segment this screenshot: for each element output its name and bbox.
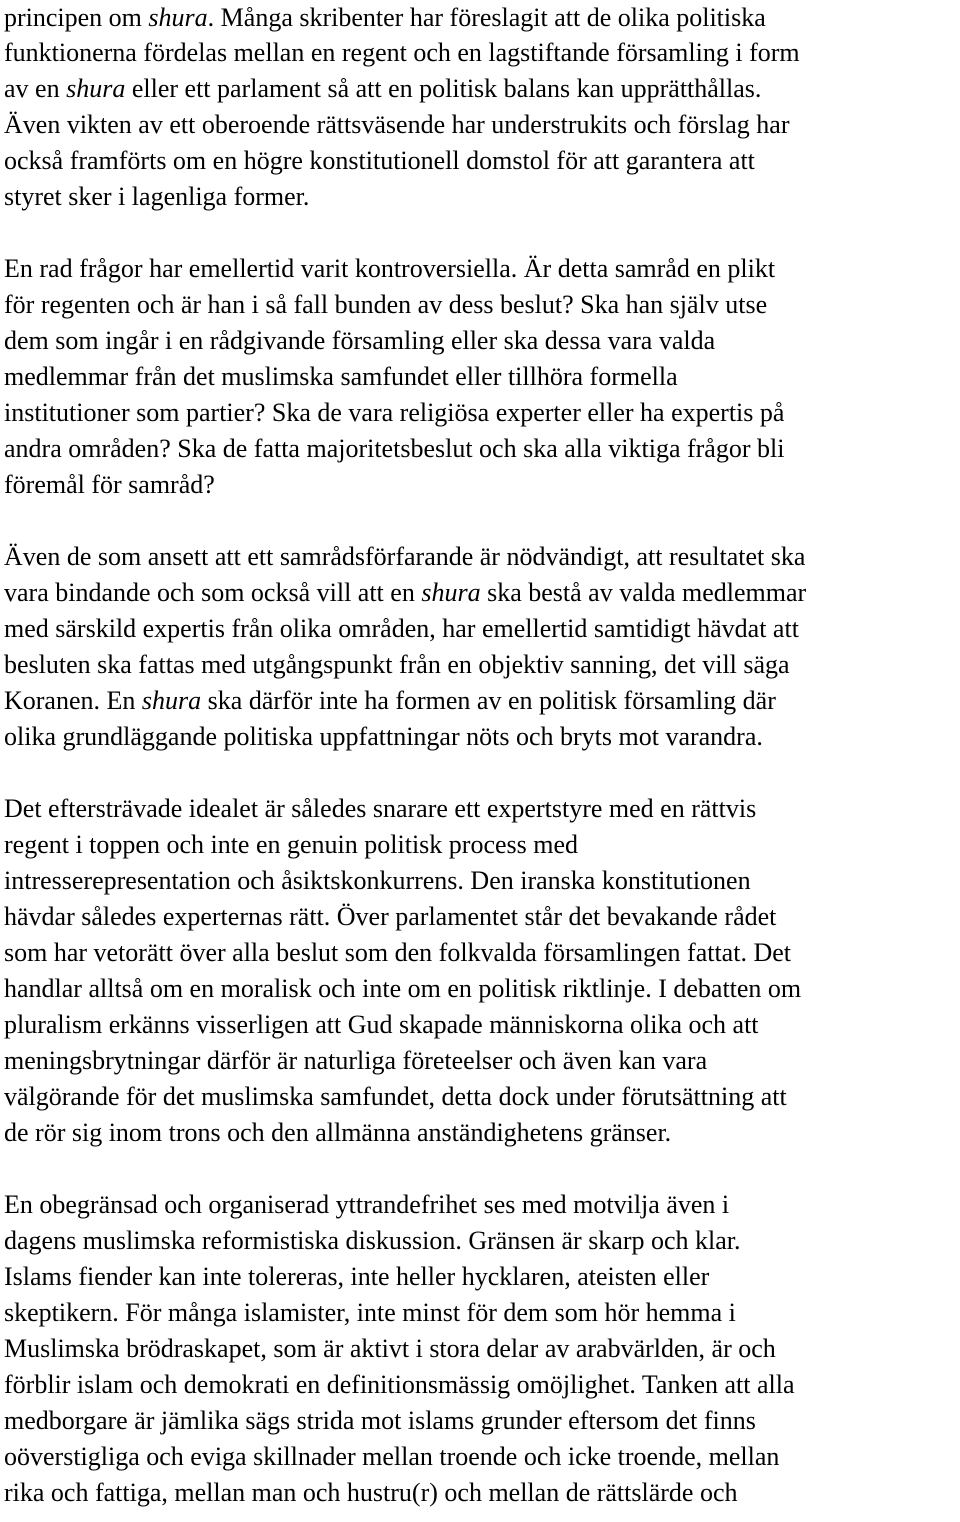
text-line [4, 1223, 741, 1259]
text-segment: också framförts om en högre konstitutionell domstol för att garantera att [4, 146, 755, 175]
text-segment: Även vikten av ett oberoende rättsväsende har understrukits och förslag har [4, 110, 790, 139]
text-line [4, 791, 756, 827]
text-line [4, 251, 775, 287]
text-line [4, 431, 784, 467]
text-line [4, 107, 790, 143]
text-segment: Koranen. En [4, 686, 142, 715]
italic-term: shura [421, 578, 481, 607]
text-segment: med särskild expertis från olika områden, har emellertid samtidigt hävdat att [4, 614, 799, 643]
text-line [4, 1403, 756, 1439]
text-segment: ska bestå av valda medlemmar [480, 578, 807, 607]
text-line [4, 1079, 787, 1115]
text-segment: förblir islam och demokrati en definitionsmässig omöjlighet. Tanken att alla [4, 1370, 795, 1399]
text-segment: välgörande för det muslimska samfundet, detta dock under förutsättning att [4, 1082, 787, 1111]
text-line [4, 899, 776, 935]
text-line [4, 611, 799, 647]
text-line [4, 1367, 795, 1403]
text-segment: hävdar således experternas rätt. Över parlamentet står det bevakande rådet [4, 902, 777, 931]
text-segment: regent i toppen och inte en genuin politisk process med [4, 830, 579, 859]
text-segment: intresserepresentation och åsiktskonkurrens. Den iranska konstitutionen [4, 866, 751, 895]
text-segment: vara bindande och som också vill att en [4, 578, 422, 607]
text-segment: handlar alltså om en moralisk och inte om en politisk riktlinje. I debatten om [4, 974, 802, 1003]
text-segment: dem som ingår i en rådgivande församling eller ska dessa vara valda [4, 326, 716, 355]
text-segment: olika grundläggande politiska uppfattningar nöts och bryts mot varandra. [4, 722, 763, 751]
text-line [4, 683, 776, 719]
text-line [4, 1187, 729, 1223]
text-line [4, 719, 763, 755]
text-segment: rika och fattiga, mellan man och hustru(r) och mellan de rättslärde och [4, 1478, 738, 1507]
text-segment: Islams fiender kan inte tolereras, inte heller hycklaren, ateisten eller [4, 1262, 710, 1291]
italic-term: shura [141, 686, 202, 715]
text-segment: skeptikern. För många islamister, inte minst för dem som hör hemma i [4, 1298, 736, 1327]
text-segment: funktionerna fördelas mellan en regent och en lagstiftande församling i form [4, 38, 800, 67]
text-segment: dagens muslimska reformistiska diskussion. Gränsen är skarp och klar. [4, 1226, 741, 1255]
text-line [4, 827, 578, 863]
text-segment: . Många skribenter har föreslagit att de olika politiska [207, 3, 766, 32]
text-line [4, 647, 790, 683]
text-segment: meningsbrytningar därför är naturliga företeelser och även kan vara [4, 1046, 708, 1075]
text-line [4, 1043, 707, 1079]
text-segment: ska därför inte ha formen av en politisk församling där [201, 686, 776, 715]
text-line [4, 1331, 776, 1367]
text-segment: de rör sig inom trons och den allmänna anständighetens gränser. [4, 1118, 672, 1147]
text-line [4, 539, 805, 575]
italic-term: shura [66, 74, 126, 103]
text-segment: för regenten och är han i så fall bunden av dess beslut? Ska han själv utse [4, 290, 768, 319]
text-segment: besluten ska fattas med utgångspunkt från en objektiv sanning, det vill säga [4, 650, 790, 679]
text-segment: En obegränsad och organiserad yttrandefrihet ses med motvilja även i [4, 1190, 730, 1219]
text-line [4, 395, 784, 431]
text-segment: oöverstigliga och eviga skillnader mellan troende och icke troende, mellan [4, 1442, 780, 1471]
text-segment: Det eftersträvade idealet är således snarare ett expertstyre med en rättvis [4, 794, 757, 823]
text-segment: andra områden? Ska de fatta majoritetsbeslut och ska alla viktiga frågor bli [4, 434, 785, 463]
text-line [4, 1475, 738, 1511]
text-line [4, 323, 715, 359]
text-segment: medborgare är jämlika sägs strida mot islams grunder eftersom det finns [4, 1406, 756, 1435]
text-segment: av en [4, 74, 67, 103]
text-line [4, 0, 766, 36]
text-line [4, 35, 800, 71]
text-line [4, 1295, 736, 1331]
italic-term: shura [148, 3, 208, 32]
text-segment: pluralism erkänns visserligen att Gud skapade människorna olika och att [4, 1010, 759, 1039]
text-line [4, 1439, 779, 1475]
text-line [4, 1115, 671, 1151]
text-line [4, 179, 309, 215]
text-segment: Muslimska brödraskapet, som är aktivt i stora delar av arabvärlden, är och [4, 1334, 776, 1363]
text-line [4, 1007, 759, 1043]
text-line [4, 935, 791, 971]
text-segment: Även de som ansett att ett samrådsförfarande är nödvändigt, att resultatet ska [4, 542, 806, 571]
text-line [4, 575, 806, 611]
text-line [4, 1259, 709, 1295]
text-line [4, 863, 751, 899]
text-line [4, 287, 767, 323]
text-segment: En rad frågor har emellertid varit kontroversiella. Är detta samråd en plikt [4, 254, 776, 283]
text-line [4, 467, 215, 503]
text-segment: som har vetorätt över alla beslut som den folkvalda församlingen fattat. Det [4, 938, 791, 967]
text-segment: institutioner som partier? Ska de vara religiösa experter eller ha expertis på [4, 398, 785, 427]
text-line [4, 971, 801, 1007]
text-segment: föremål för samråd? [4, 470, 215, 499]
text-line [4, 359, 678, 395]
text-segment: styret sker i lagenliga former. [4, 182, 310, 211]
text-line [4, 143, 755, 179]
text-segment: medlemmar från det muslimska samfundet eller tillhöra formella [4, 362, 678, 391]
text-segment: principen om [4, 3, 149, 32]
text-line [4, 71, 761, 107]
text-segment: eller ett parlament så att en politisk balans kan upprätthållas. [125, 74, 762, 103]
